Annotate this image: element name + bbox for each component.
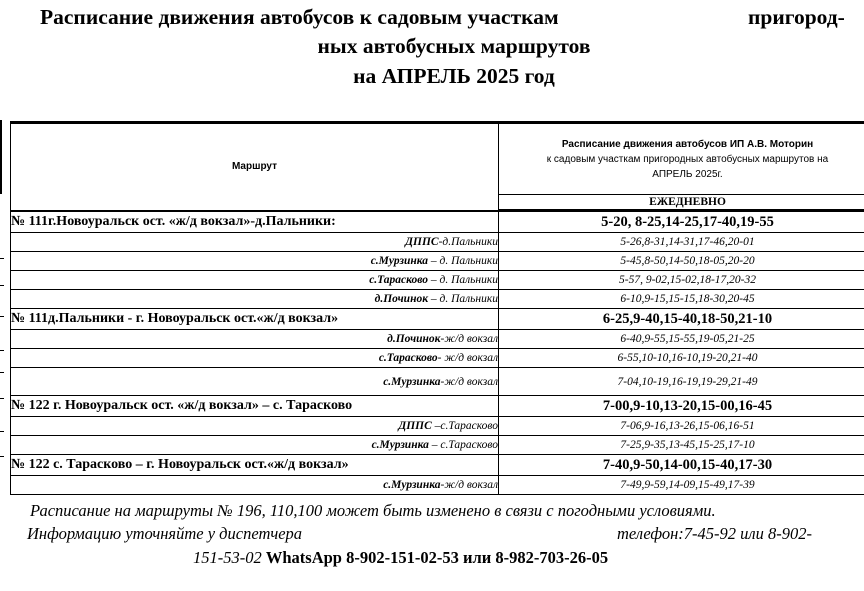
times-main: 7-00,9-10,13-20,15-00,16-45 bbox=[499, 396, 864, 417]
header-info-line-3: АПРЕЛЬ 2025г. bbox=[652, 168, 723, 180]
left-edge-mark bbox=[0, 398, 4, 399]
table-row bbox=[11, 211, 864, 233]
footer-line-2-left: Информацию уточняйте у диспетчера bbox=[27, 524, 303, 543]
footer-phone-2: 151-53-02 bbox=[193, 548, 262, 567]
times-sub: 7-06,9-16,13-26,15-06,16-51 bbox=[499, 417, 864, 436]
footer-phone-1: телефон:7-45-92 или 8-902- bbox=[617, 524, 812, 543]
times-main: 5-20, 8-25,14-25,17-40,19-55 bbox=[499, 211, 864, 233]
times-main: 7-40,9-50,14-00,15-40,17-30 bbox=[499, 455, 864, 476]
times-sub: 6-10,9-15,15-15,18-30,20-45 bbox=[499, 290, 864, 309]
times-sub: 6-40,9-55,15-55,19-05,21-25 bbox=[499, 330, 864, 349]
left-edge-mark bbox=[0, 285, 4, 286]
title-line-3: на АПРЕЛЬ 2025 год bbox=[353, 64, 555, 88]
left-edge-mark bbox=[0, 316, 4, 317]
times-sub: 6-55,10-10,16-10,19-20,21-40 bbox=[499, 349, 864, 368]
table-row bbox=[11, 330, 864, 349]
route-sub bbox=[11, 476, 499, 495]
route-sub-place: ДППС bbox=[405, 236, 439, 248]
left-edge-mark bbox=[0, 456, 4, 457]
times-sub: 5-45,8-50,14-50,18-05,20-20 bbox=[499, 252, 864, 271]
route-sub-dest: – д. Пальники bbox=[428, 255, 498, 267]
route-sub-dest: – д. Пальники bbox=[428, 274, 498, 286]
table-row bbox=[11, 436, 864, 455]
route-sub-place: д.Починок bbox=[374, 293, 429, 305]
route-sub bbox=[11, 252, 499, 271]
left-edge-border bbox=[0, 120, 2, 194]
route-main: № 111д.Пальники - г. Новоуральск ост.«ж/д вокзал» bbox=[11, 309, 499, 330]
route-sub bbox=[11, 368, 499, 396]
route-sub-place: с.Тарасково bbox=[378, 352, 438, 364]
route-sub-dest: – с.Тарасково bbox=[428, 439, 498, 451]
left-edge-mark bbox=[0, 350, 4, 351]
route-sub bbox=[11, 290, 499, 309]
route-sub bbox=[11, 271, 499, 290]
times-sub: 7-04,10-19,16-19,19-29,21-49 bbox=[499, 368, 864, 396]
times-sub: 7-49,9-59,14-09,15-49,17-39 bbox=[499, 476, 864, 495]
title-line-2: ных автобусных маршрутов bbox=[317, 34, 591, 58]
route-sub-dest: -ж/д вокзал bbox=[440, 479, 498, 491]
route-sub-place: с.Тарасково bbox=[369, 274, 429, 286]
route-main: № 122 с. Тарасково – г. Новоуральск ост.«ж/д вокзал» bbox=[11, 455, 499, 476]
header-route: Маршрут bbox=[11, 123, 499, 211]
route-sub-dest: -д.Пальники bbox=[438, 236, 498, 248]
left-edge-mark bbox=[0, 431, 4, 432]
route-sub-place: д.Починок bbox=[387, 333, 441, 345]
route-sub bbox=[11, 349, 499, 368]
table-row bbox=[11, 233, 864, 252]
footer-line-3 bbox=[193, 548, 608, 568]
table-row bbox=[11, 309, 864, 330]
route-sub-dest: -ж/д вокзал bbox=[440, 375, 498, 388]
header-info-line-2: к садовым участкам пригородных автобусных маршрутов на bbox=[546, 153, 829, 165]
table-row bbox=[11, 290, 864, 309]
route-main: № 122 г. Новоуральск ост. «ж/д вокзал» – с. Тарасково bbox=[11, 396, 499, 417]
route-sub bbox=[11, 233, 499, 252]
table-row bbox=[11, 417, 864, 436]
route-sub-dest: -ж/д вокзал bbox=[440, 333, 498, 345]
route-sub-dest: – д. Пальники bbox=[428, 293, 498, 305]
left-edge-mark bbox=[0, 258, 4, 259]
route-sub-place: с.Мурзинка bbox=[370, 255, 429, 267]
header-info-line-1: Расписание движения автобусов ИП А.В. Моторин bbox=[561, 138, 814, 150]
route-sub bbox=[11, 330, 499, 349]
table-header-row bbox=[11, 123, 864, 195]
schedule-table bbox=[10, 121, 864, 495]
route-sub-place: с.Мурзинка bbox=[383, 479, 441, 491]
route-sub bbox=[11, 436, 499, 455]
table-row bbox=[11, 455, 864, 476]
title-line-1-left: Расписание движения автобусов к садовым участкам bbox=[40, 5, 559, 29]
route-sub bbox=[11, 417, 499, 436]
table-row bbox=[11, 396, 864, 417]
times-sub: 5-26,8-31,14-31,17-46,20-01 bbox=[499, 233, 864, 252]
route-sub-dest: –с.Тарасково bbox=[431, 420, 498, 432]
left-edge-mark bbox=[0, 372, 4, 373]
footer-line-1: Расписание на маршруты № 196, 110,100 может быть изменено в связи с погодными условиями. bbox=[30, 501, 716, 520]
header-info bbox=[499, 123, 864, 195]
times-main: 6-25,9-40,15-40,18-50,21-10 bbox=[499, 309, 864, 330]
table-row bbox=[11, 271, 864, 290]
route-sub-place: с.Мурзинка bbox=[383, 375, 441, 388]
table-row bbox=[11, 476, 864, 495]
times-sub: 5-57, 9-02,15-02,18-17,20-32 bbox=[499, 271, 864, 290]
title-line-1-right: пригород- bbox=[748, 5, 845, 29]
route-sub-place: с.Мурзинка bbox=[371, 439, 429, 451]
table-row bbox=[11, 349, 864, 368]
footer-whatsapp: WhatsApp 8-902-151-02-53 или 8-982-703-26-05 bbox=[265, 548, 609, 567]
table-row bbox=[11, 252, 864, 271]
route-sub-place: ДППС bbox=[398, 420, 432, 432]
header-daily: ЕЖЕДНЕВНО bbox=[499, 195, 864, 211]
times-sub: 7-25,9-35,13-45,15-25,17-10 bbox=[499, 436, 864, 455]
table-row bbox=[11, 368, 864, 396]
route-sub-dest: - ж/д вокзал bbox=[437, 352, 498, 364]
route-main: № 111г.Новоуральск ост. «ж/д вокзал»-д.Пальники: bbox=[11, 211, 499, 233]
